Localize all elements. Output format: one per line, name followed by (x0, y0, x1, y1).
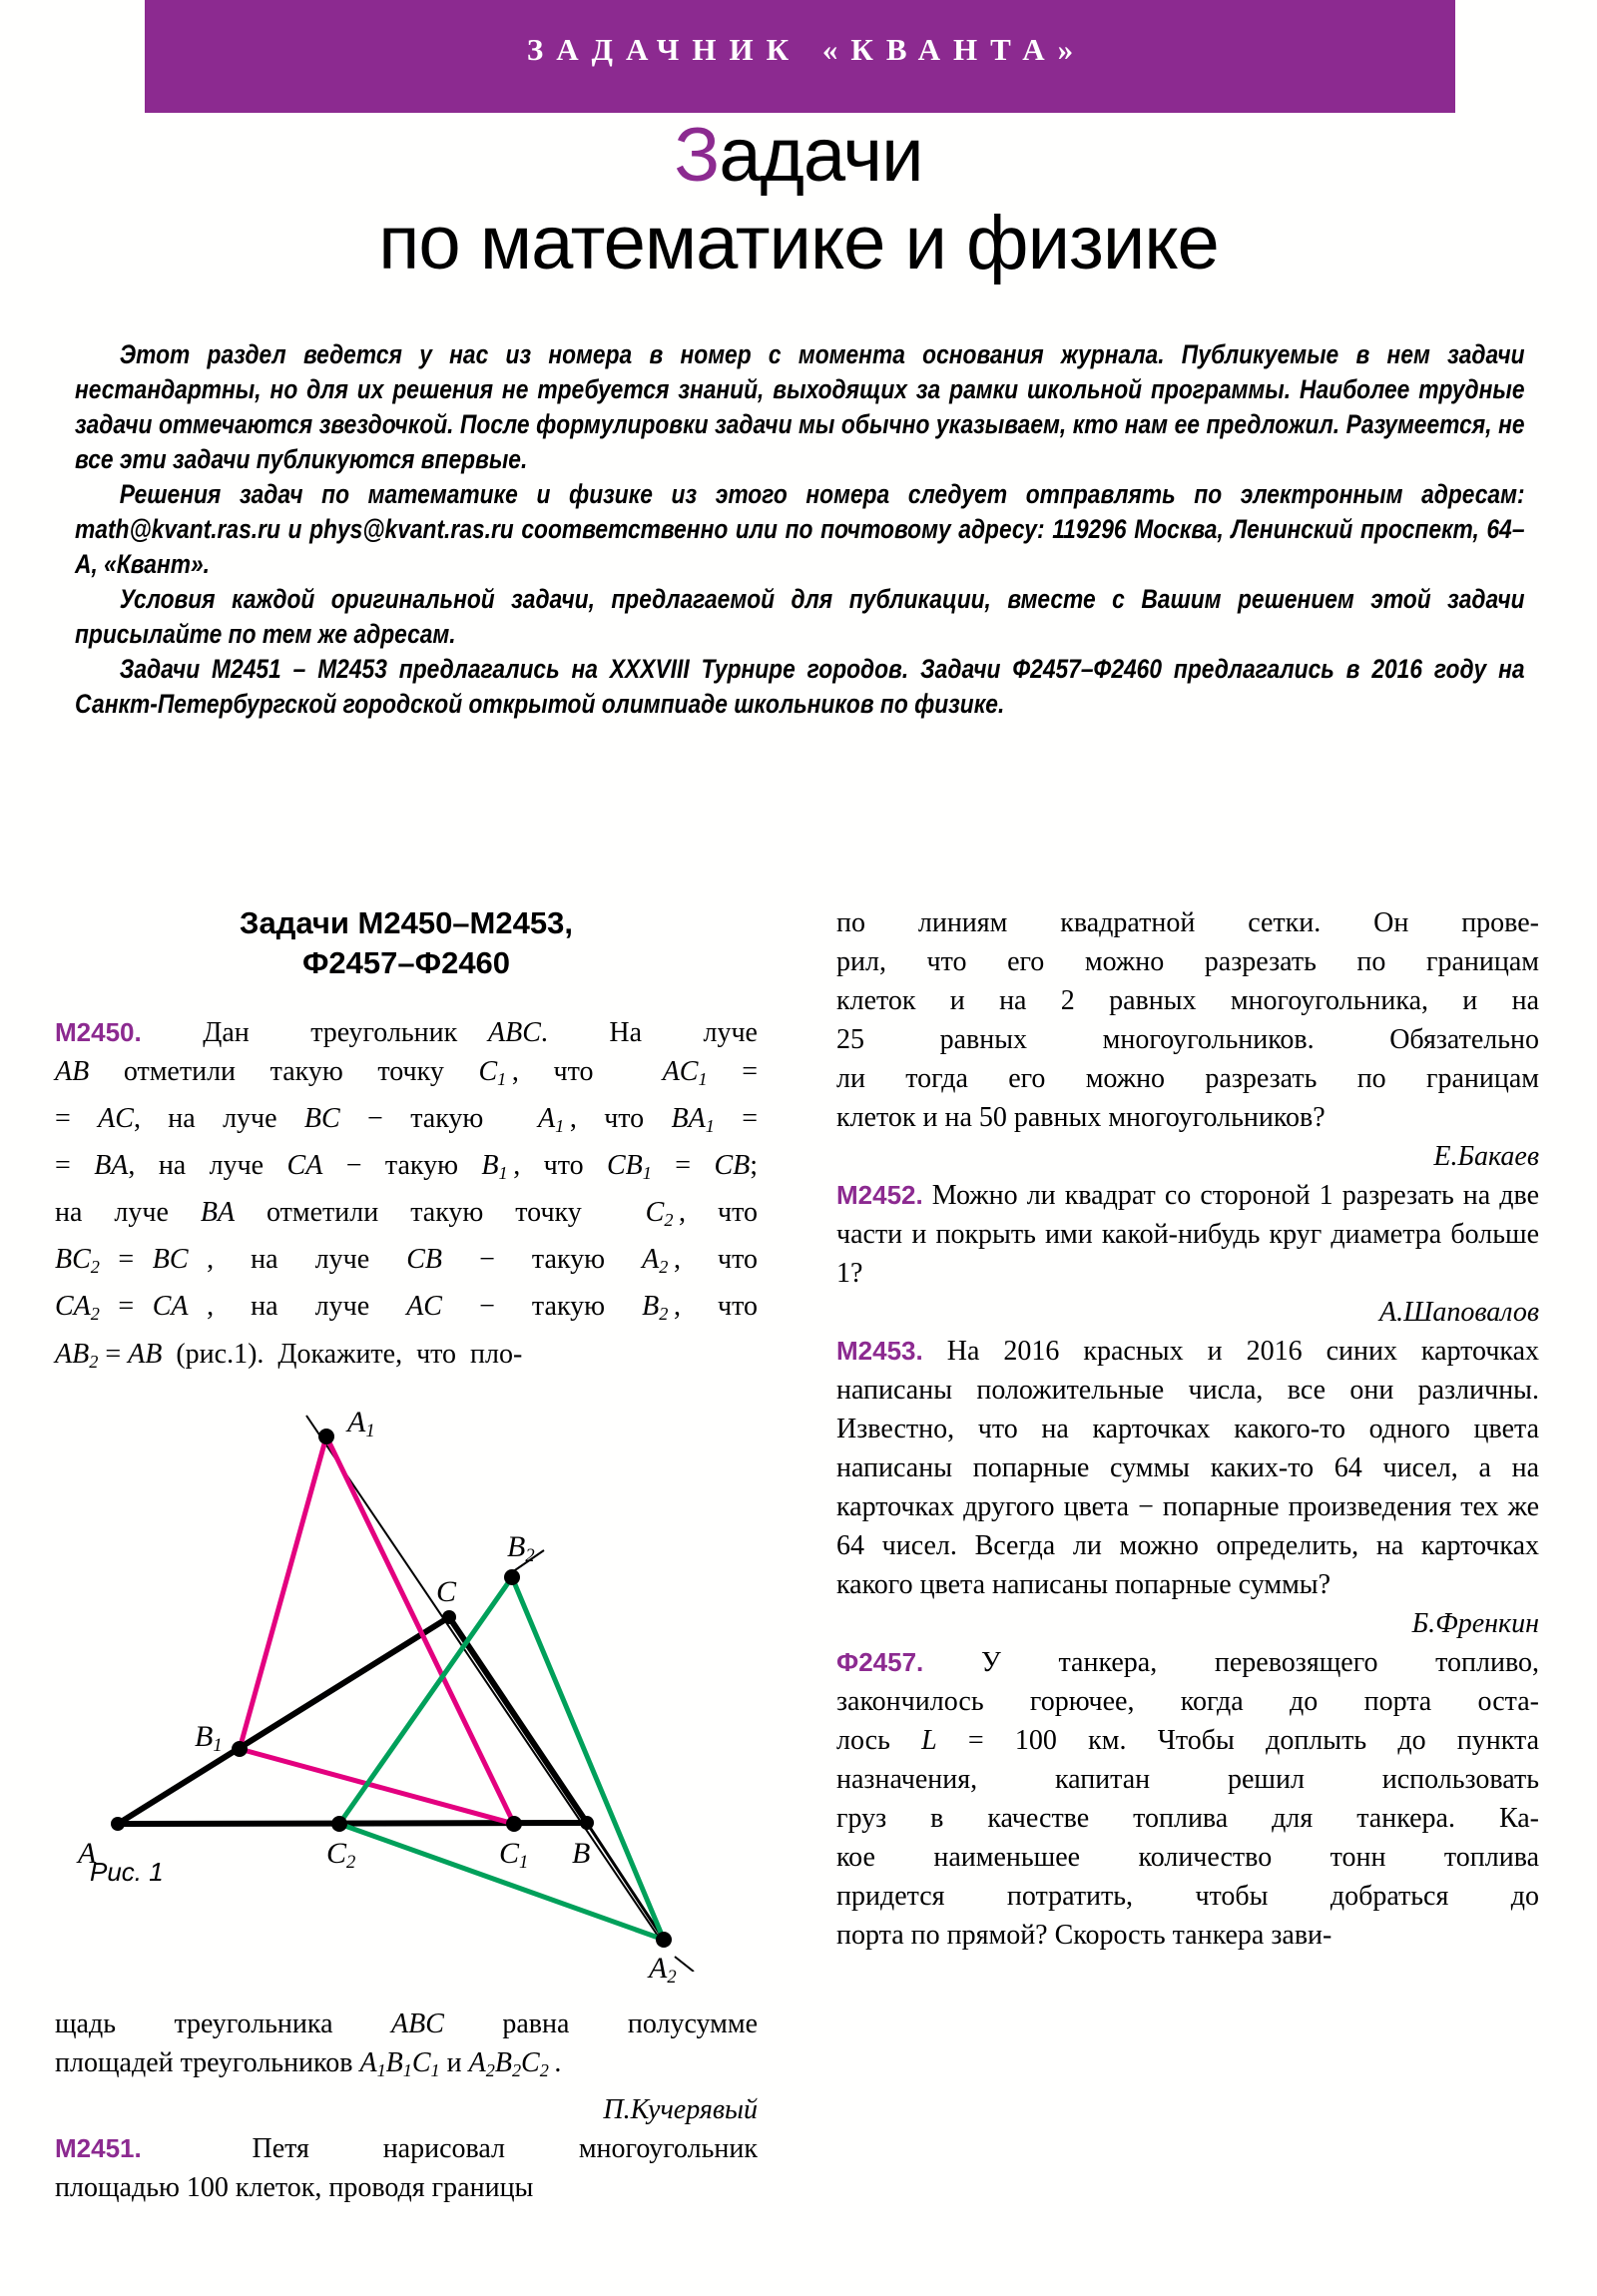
section-subheader (55, 903, 758, 983)
figure-label-B1: $B_1$ (195, 1720, 223, 1757)
left-column (55, 903, 758, 1382)
section-subheader-line-2: Ф2457–Ф2460 (301, 945, 511, 980)
figure-label-A1: $A_1$ (347, 1406, 375, 1442)
problem-label-m2452: M2452. (836, 1180, 923, 1210)
triangle-a2b2c2 (339, 1577, 664, 1940)
problem-m2451: M2451. Петя нарисовал многоугольник площадью 100 клеток, проводя границы (55, 2133, 758, 2204)
section-subheader-line-1: Задачи М2450–М2453, (240, 905, 573, 940)
title-line-2: по математике и физике (378, 201, 1219, 286)
figure-label-A: A (78, 1837, 97, 1870)
problem-m2452 (836, 1176, 1539, 1293)
problem-author-m2451: Е.Бакаев (1433, 1141, 1539, 1172)
intro-paragraph-3: Условия каждой оригинальной задачи, предлагаемой для публикации, вместе с Вашим решением этой задачи присылайте по тем же адресам. (75, 584, 1525, 649)
problem-author-m2450: П.Кучерявый (603, 2094, 758, 2126)
title-line-1 (0, 113, 1597, 198)
intro-block (75, 337, 1525, 722)
intro-paragraph-4: Задачи М2451 – М2453 предлагались на XXXVIII Турнире городов. Задачи Ф2457–Ф2460 предлагались в 2016 году на Санкт-Петербургской городской открытой олимпиаде школьников по физике. (75, 654, 1525, 719)
banner-title: ЗАДАЧНИК «КВАНТА» (526, 32, 1087, 67)
title-accent-letter: З (674, 113, 720, 198)
title-line-1-rest: адачи (719, 113, 923, 198)
intro-paragraph-2: Решения задач по математике и физике из этого номера следует отправлять по электронным адресам: math@kvant.ras.ru и phys@kvant.ras.ru соответственно или по почтовому адресу: 119296 Москва, Ленинский проспект, 64–А, «Квант». (75, 479, 1525, 579)
figure-label-A2: $A_2$ (649, 1952, 677, 1989)
left-column-bottom (55, 2005, 758, 2207)
figure-label-C1: $C_1$ (499, 1837, 529, 1874)
problem-m2453 (836, 1332, 1539, 1604)
problem-text-m2452: Можно ли квадрат со стороной 1 разрезать на две части и покрыть ими какой-нибудь круг диаметра больше 1? (836, 1180, 1540, 1289)
figure-label-B: B (572, 1837, 591, 1870)
problem-text-m2453: На 2016 красных и 2016 синих карточках написаны положительные числа, все они различны. Известно, что на карточках какого-то одного цвета написаны попарные суммы каких-то 64 чисел, а на карточках другого цвета − попарные произведения тех же 64 чисел. Всегда ли можно определить, на карточках какого цвета написаны попарные суммы? (836, 1336, 1540, 1600)
problem-f2457: Ф2457. У танкера, перевозящего топливо, закончилось горючее, когда до порта оста- лось L = 100 км. Чтобы доплыть до пункта назначения, капитан решил использовать груз в качестве топлива для танкера. Ка- кое наименьшее количество тонн топлива придется потратить, чтобы добраться до порта по прямой? Скорость танкера зави- (836, 1647, 1539, 1951)
problem-author-m2452: А.Шаповалов (1379, 1297, 1539, 1328)
figure-label-C: C (436, 1575, 457, 1608)
problem-m2450: M2450. Дан треугольник ABC. На луче AB отметили такую точку $C_1$ , что $AC_1$ = = AC, на луче BC − такую $A_1$ , что $BA_1$ = = BA, на луче CA − такую $B_1$ , что $CB_1$ = CB; на луче BA отметили такую точку $C_2$ , что $BC_2$ = BC , на луче CB − такую $A_2$ , что $CA_2$ = CA , на луче AC − такую $B_2$ , что $AB_2$ = AB (рис.1). Докажите, что пло- (55, 1017, 759, 1372)
segment-b-a2 (587, 1823, 664, 1940)
problem-m2451-continued: по линиям квадратной сетки. Он прове- рил, что его можно разрезать по границам клеток и на 2 равных многоугольника, и на 25 равных многоугольников. Обязательно ли тогда его можно разрезать по границам клеток и на 50 равных многоугольников? (836, 907, 1539, 1133)
problem-label-m2453: M2453. (836, 1336, 923, 1366)
problem-label-m2451: M2451. (55, 2133, 142, 2164)
problem-label-f2457: Ф2457. (836, 1647, 924, 1677)
problem-m2450-tail: щадь треугольника ABC равна полусумме площадей треугольников $A_1B_1C_1$ и $A_2B_2C_2$ . (55, 2009, 758, 2081)
intro-paragraph-1: Этот раздел ведется у нас из номера в номер с момента основания журнала. Публикуемые в нем задачи нестандартны, но для их решения не требуется знаний, выходящих за рамки школьной программы. Наиболее трудные задачи отмечаются звездочкой. После формулировки задачи мы обычно указываем, кто нам ее предложил. Разумеется, не все эти задачи публикуются впервые. (75, 339, 1525, 474)
problem-author-m2453: Б.Френкин (1411, 1608, 1539, 1639)
problem-label-m2450: M2450. (55, 1017, 142, 1047)
page-title (0, 113, 1597, 286)
figure-caption: Рис. 1 (90, 1857, 164, 1887)
section-banner (145, 0, 1455, 113)
triangle-abc (118, 1617, 587, 1824)
figure-label-B2: $B_2$ (507, 1530, 535, 1567)
figure-label-C2: $C_2$ (326, 1837, 356, 1874)
right-column (836, 903, 1539, 1955)
